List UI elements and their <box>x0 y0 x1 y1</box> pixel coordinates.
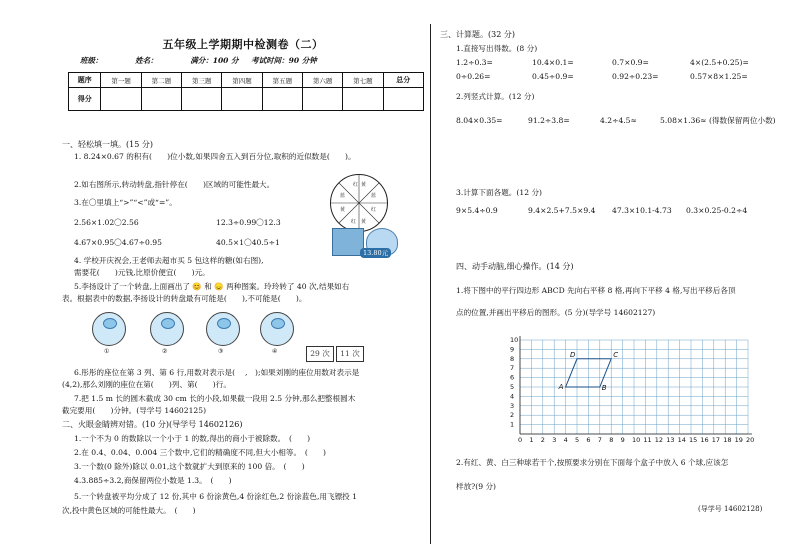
ref-number: (导学号 14602128) <box>698 505 763 513</box>
name-label: 姓名： <box>135 56 158 65</box>
coordinate-grid <box>506 328 766 448</box>
col-header: 第三题 <box>182 73 222 88</box>
y-tick-label: 9 <box>510 345 515 354</box>
svg-text:蓝: 蓝 <box>340 193 346 199</box>
smile-face-icon <box>161 318 175 329</box>
option-number: ④ <box>272 348 278 355</box>
s1-q2: 2.如右图所示,转动转盘,指针停在( )区域的可能性最大。 <box>74 180 275 189</box>
section2-heading: 二、火眼金睛辨对错。(10 分)(导学号 14602126) <box>62 420 243 429</box>
s1-q6b: (4,2),那么刘刚的座位在第( )列、第( )行。 <box>62 380 231 389</box>
exam-meta <box>80 55 430 66</box>
x-tick-label: 13 <box>666 436 675 444</box>
col-header: 第四题 <box>222 73 262 88</box>
calc-item: 5.08×1.36≈ (得数保留两位小数) <box>660 116 776 125</box>
svg-text:红: 红 <box>371 207 377 213</box>
x-tick-label: 17 <box>711 436 721 444</box>
s2-q4: 4.3.885÷3.2,商保留两位小数是 1.3。 ( ) <box>74 476 232 485</box>
s1-q3a: 2.56×1.02〇2.56 <box>74 218 139 227</box>
s4-q1a: 1.将下图中的平行四边形 ABCD 先向右平移 8 格,再向下平移 4 格,写出平移后各顶 <box>456 286 736 295</box>
score-cell[interactable] <box>262 88 302 111</box>
s4-q2a: 2.有红、黄、白三种球若干个,按照要求分别在下面每个盒子中放入 6 个球,应该怎 <box>456 458 729 467</box>
grid-svg <box>506 328 766 448</box>
s3-sub3: 3.计算下面各题。(12 分) <box>456 188 542 197</box>
score-row <box>69 88 424 111</box>
calc-item: 91.2÷3.8= <box>528 116 570 125</box>
x-tick-label: 20 <box>746 436 755 444</box>
s4-q2b: 样放?(9 分) <box>456 482 497 491</box>
calc-item: 0÷0.26= <box>456 72 491 81</box>
y-tick-label: 2 <box>510 411 515 420</box>
x-tick-label: 16 <box>700 436 709 444</box>
score-cell[interactable] <box>383 88 423 111</box>
s1-q6a: 6.彤彤的座位在第 3 列、第 6 行,用数对表示是( , );如果刘刚的座位用数对表示是 <box>74 368 360 377</box>
s2-q1: 1.一个不为 0 的数除以一个小于 1 的数,得出的商小于被除数。 ( ) <box>74 434 311 443</box>
col-header: 第一题 <box>101 73 141 88</box>
section1-heading: 一、轻松填一填。(15 分) <box>62 140 153 149</box>
y-tick-label: 4 <box>510 392 515 401</box>
y-tick-label: 1 <box>510 420 515 429</box>
col-header: 第六题 <box>302 73 342 88</box>
s1-q3: 3.在〇里填上“>”“<”或“=”。 <box>74 198 177 207</box>
calc-item: 4×(2.5+0.25)= <box>690 58 749 67</box>
y-tick-label: 6 <box>510 373 515 382</box>
calc-item: 4.2÷4.5≈ <box>600 116 637 125</box>
calc-item: 8.04×0.35= <box>456 116 503 125</box>
s3-sub2: 2.列竖式计算。(12 分) <box>456 92 535 101</box>
full-score: 满分：100 分 <box>190 56 239 65</box>
svg-text:黄: 黄 <box>361 182 367 188</box>
row-label: 得分 <box>69 88 101 111</box>
exam-title: 五年级上学期期中检测卷（二） <box>162 38 324 51</box>
vertex-label: D <box>570 350 576 359</box>
svg-text:黄: 黄 <box>340 207 346 213</box>
price-tag: 13.80元 <box>360 248 391 258</box>
calc-item: 47.3×10.1-4.73 <box>612 206 672 215</box>
left-column <box>62 28 424 543</box>
score-cell[interactable] <box>141 88 181 111</box>
s1-q1: 1. 8.24×0.67 的积有( )位小数,如果四舍五入到百分位,取积的近似数是( )。 <box>74 152 356 161</box>
col-header: 第五题 <box>262 73 302 88</box>
s3-sub1: 1.直接写出得数。(8 分) <box>456 44 538 53</box>
section4-heading: 四、动手动脑,细心操作。(14 分) <box>456 262 574 271</box>
calc-item: 1.2÷0.3= <box>456 58 493 67</box>
x-tick-label: 15 <box>689 436 698 444</box>
y-tick-label: 3 <box>510 401 515 410</box>
calc-item: 0.3×0.25-0.2÷4 <box>686 206 748 215</box>
column-divider <box>430 24 431 544</box>
spinner-figure <box>330 174 388 232</box>
x-tick-label: 18 <box>723 436 732 444</box>
x-tick-label: 7 <box>597 436 602 444</box>
calc-item: 0.92÷0.23= <box>612 72 659 81</box>
y-tick-label: 10 <box>510 336 519 344</box>
score-header-row <box>69 73 424 88</box>
right-column <box>440 28 780 543</box>
svg-text:黄: 黄 <box>361 219 367 225</box>
vertex-label: B <box>601 384 607 392</box>
calc-item: 0.7×0.9= <box>612 58 649 67</box>
score-cell[interactable] <box>302 88 342 111</box>
vertex-label: C <box>613 350 619 359</box>
exam-time: 考试时间：90 分钟 <box>251 56 317 65</box>
smile-face-icon <box>217 318 231 329</box>
x-tick-label: 3 <box>552 436 557 444</box>
calc-item: 0.57×8×1.25= <box>690 72 748 81</box>
spinner-option-1 <box>92 312 126 346</box>
svg-text:红: 红 <box>351 219 357 225</box>
s1-q7b: 截完要用( )分钟。(导学号 14602125) <box>62 406 207 415</box>
s1-q7a: 7.把 1.5 m 长的圆木截成 30 cm 长的小段,如果截一段用 2.5 分钟,那么把整根圆木 <box>74 394 356 403</box>
score-cell[interactable] <box>222 88 262 111</box>
col-header: 第二题 <box>141 73 181 88</box>
class-label: 班级： <box>80 56 103 65</box>
total-header: 总分 <box>383 73 423 88</box>
x-tick-label: 0 <box>518 436 523 444</box>
calc-item: 10.4×0.1= <box>532 58 574 67</box>
s1-q4b: 需要花( )元钱,比原价便宜( )元。 <box>74 268 210 277</box>
col-header: 第七题 <box>343 73 383 88</box>
s1-q3b: 12.3÷0.99〇12.3 <box>216 218 281 227</box>
score-cell[interactable] <box>343 88 383 111</box>
x-tick-label: 10 <box>632 436 641 444</box>
spinner-option-3 <box>206 312 240 346</box>
option-number: ② <box>162 348 168 355</box>
s2-q3: 3.一个数(0 除外)除以 0.01,这个数就扩大到原来的 100 倍。 ( ) <box>74 462 305 471</box>
calc-item: 0.45÷0.9= <box>532 72 574 81</box>
option-number: ① <box>104 348 110 355</box>
score-cell[interactable] <box>101 88 141 111</box>
s2-q5b: 次,投中黄色区域的可能性最大。 ( ) <box>62 506 196 515</box>
smile-face-icon <box>103 318 117 329</box>
y-tick-label: 5 <box>510 383 515 391</box>
s1-q5a: 5.李扬设计了一个转盘,上面画出了 😊 和 😞 两种图案。玲玲转了 40 次,结果如右 <box>74 282 350 291</box>
score-table <box>68 72 424 111</box>
svg-text:蓝: 蓝 <box>371 193 377 199</box>
score-cell[interactable] <box>182 88 222 111</box>
x-tick-label: 8 <box>609 436 614 444</box>
x-tick-label: 12 <box>654 436 664 444</box>
row-label: 题序 <box>69 73 101 88</box>
smile-face-icon <box>271 318 285 329</box>
s1-q3d: 40.5×1〇40.5÷1 <box>216 238 280 247</box>
count-sad: 11 次 <box>336 346 364 362</box>
spinner-option-4 <box>260 312 294 346</box>
section3-heading: 三、计算题。(32 分) <box>440 30 515 39</box>
x-tick-label: 2 <box>540 436 545 444</box>
s2-q5a: 5.一个转盘被平均分成了 12 份,其中 6 份涂黄色,4 份涂红色,2 份涂蓝色,用飞镖投 1 <box>74 492 358 501</box>
x-tick-label: 14 <box>677 436 686 444</box>
s1-q5b: 表。根据表中的数据,李扬设计的转盘最有可能是( ),不可能是( )。 <box>62 294 307 303</box>
x-tick-label: 4 <box>563 436 568 444</box>
s2-q2: 2.在 0.4、0.04、0.004 三个数中,它们的精确度不同,但大小相等。 ( ) <box>74 448 326 457</box>
y-tick-label: 7 <box>510 364 515 373</box>
calc-item: 9×5.4÷0.9 <box>456 206 498 215</box>
y-tick-label: 8 <box>510 354 515 363</box>
x-tick-label: 9 <box>620 436 625 444</box>
spinner-svg <box>331 175 387 231</box>
x-tick-label: 6 <box>586 436 591 444</box>
spinner-option-2 <box>150 312 184 346</box>
vertex-label: A <box>558 383 564 391</box>
x-tick-label: 11 <box>643 436 652 444</box>
x-tick-label: 5 <box>575 436 580 444</box>
calc-item: 9.4×2.5+7.5×9.4 <box>528 206 596 215</box>
s1-q3c: 4.67×0.95〇4.67÷0.95 <box>74 238 162 247</box>
x-tick-label: 1 <box>529 436 534 444</box>
s4-q1b: 点的位置,并画出平移后的图形。(5 分)(导学号 14602127) <box>456 308 656 317</box>
count-smile: 29 次 <box>306 346 334 362</box>
option-number: ③ <box>218 348 224 355</box>
svg-text:红: 红 <box>353 182 359 188</box>
x-tick-label: 19 <box>734 436 743 444</box>
s1-q4a: 4. 学校开庆祝会,王老师去超市买 5 包这样的糖(如右图), <box>74 256 264 265</box>
